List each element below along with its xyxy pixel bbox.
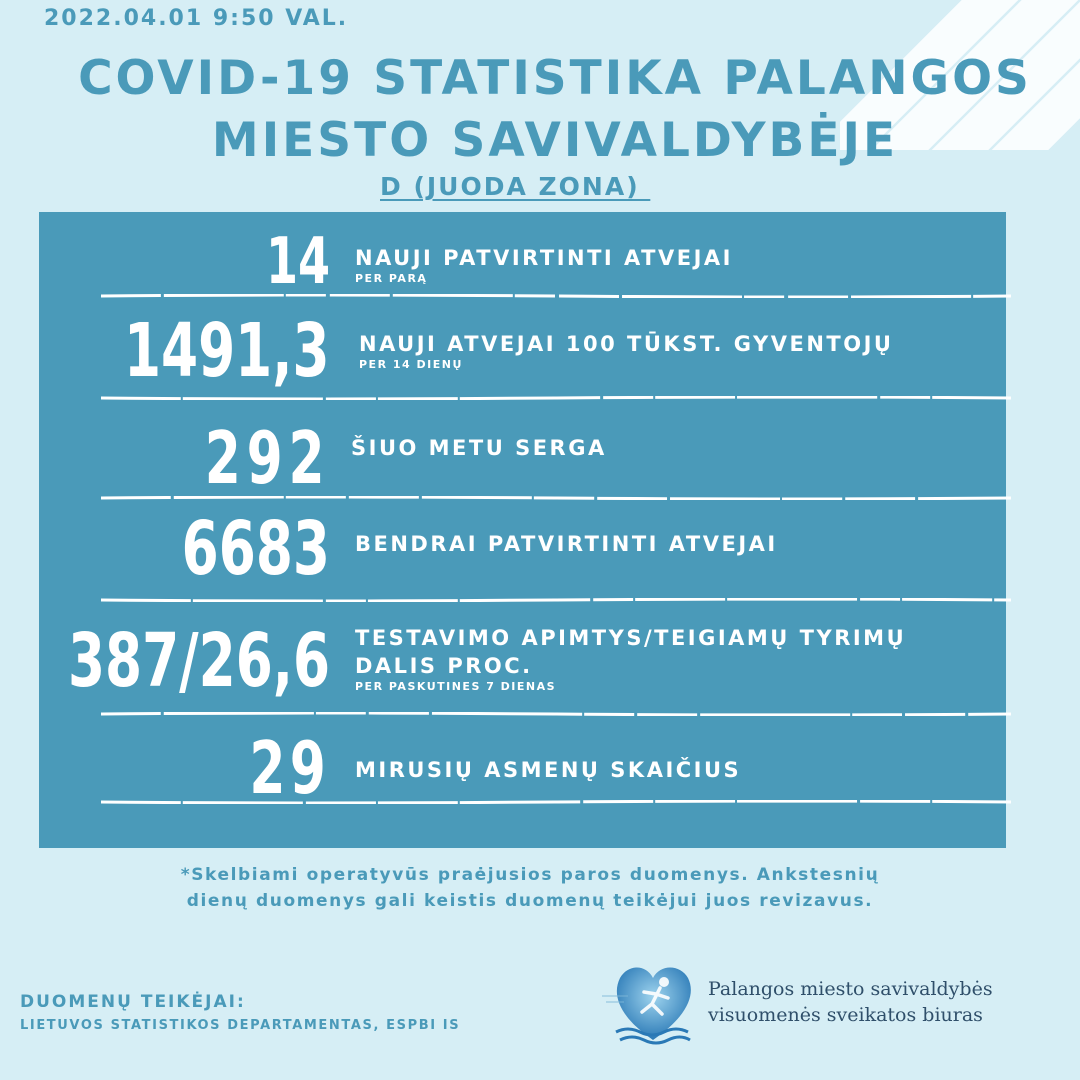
heart-runner-logo-icon — [598, 952, 708, 1052]
page-title-line1: COVID-19 STATISTIKA PALANGOS — [78, 51, 1032, 106]
stat-label-text: MIRUSIŲ ASMENŲ SKAIČIUS — [355, 758, 742, 782]
providers-value: LIETUVOS STATISTIKOS DEPARTAMENTAS, ESPBI IS — [20, 1018, 461, 1033]
stat-sub: PER 14 DIENŲ — [359, 358, 463, 371]
data-note-line1: *Skelbiami operatyvūs praėjusios paros duomenys. Ankstesnių — [180, 865, 880, 885]
zone-label: D (JUODA ZONA) — [380, 172, 651, 201]
stat-label — [355, 624, 906, 694]
row-divider — [101, 800, 1011, 804]
stats-panel — [39, 212, 1006, 848]
providers-label: DUOMENŲ TEIKĖJAI: — [20, 992, 246, 1012]
stat-row-active — [39, 412, 1006, 500]
stat-sub: PER PARĄ — [355, 272, 428, 285]
row-divider — [101, 496, 1011, 500]
data-note — [0, 862, 1060, 914]
stat-label-text: TESTAVIMO APIMTYS/TEIGIAMŲ TYRIMŲ — [355, 626, 907, 650]
stat-label — [351, 434, 607, 462]
stat-label — [355, 244, 733, 286]
stat-sub: PER PASKUTINES 7 DIENAS — [355, 680, 557, 693]
stat-row-deaths — [39, 726, 1006, 810]
organization-name-line2: visuomenės sveikatos biuras — [708, 1004, 983, 1026]
row-divider — [101, 294, 1011, 298]
stat-value: 29 — [249, 726, 330, 810]
stat-value: 292 — [204, 416, 330, 500]
stat-row-incidence — [39, 308, 1006, 394]
row-divider — [101, 712, 1011, 716]
report-datetime: 2022.04.01 9:50 VAL. — [44, 6, 349, 31]
row-divider — [101, 598, 1011, 602]
stat-value: 6683 — [181, 506, 330, 592]
stat-label — [355, 756, 741, 784]
stat-label-text: NAUJI ATVEJAI 100 TŪKST. GYVENTOJŲ — [359, 332, 894, 356]
stat-row-testing — [39, 614, 1006, 710]
page-title-line2: MIESTO SAVIVALDYBĖJE — [211, 113, 899, 168]
stat-row-new-cases — [39, 226, 1006, 298]
data-note-line2: dienų duomenys gali keistis duomenų teikėjui juos revizavus. — [186, 891, 874, 911]
stat-label-text-2: DALIS PROC. — [355, 654, 533, 678]
stat-value: 14 — [265, 225, 330, 299]
stat-row-total — [39, 508, 1006, 592]
stat-label — [359, 330, 893, 372]
stat-label — [355, 530, 778, 558]
stat-value: 387/26,6 — [67, 618, 330, 704]
stat-value: 1491,3 — [124, 308, 330, 394]
organization-name-line1: Palangos miesto savivaldybės — [708, 978, 993, 1000]
stat-label-text: BENDRAI PATVIRTINTI ATVEJAI — [355, 532, 778, 556]
row-divider — [101, 396, 1011, 400]
stat-label-text: ŠIUO METU SERGA — [351, 436, 607, 460]
stat-label-text: NAUJI PATVIRTINTI ATVEJAI — [355, 246, 733, 270]
organization-name — [708, 976, 993, 1028]
